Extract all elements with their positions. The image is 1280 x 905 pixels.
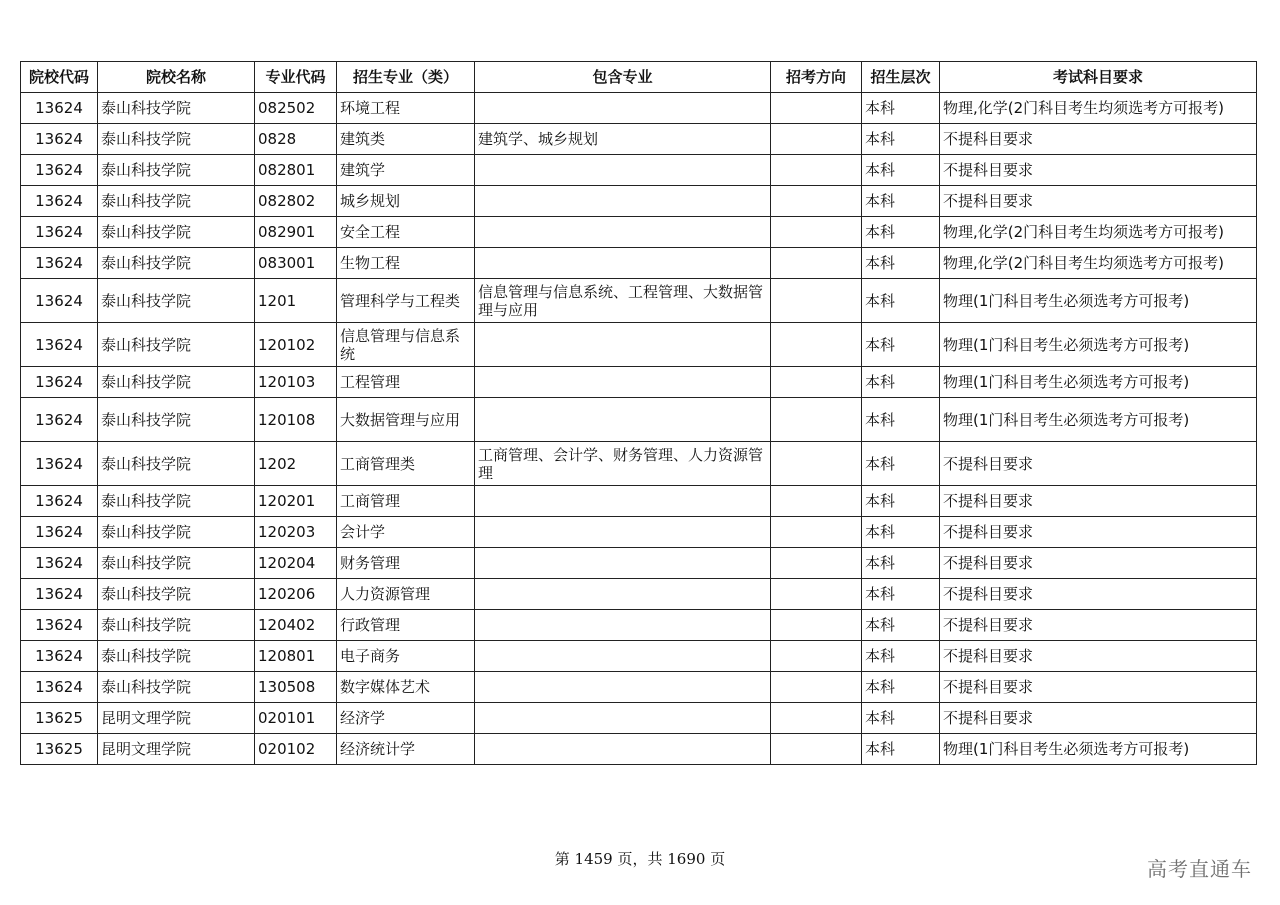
cell-subject-requirement: 不提科目要求 xyxy=(940,442,1257,486)
cell-school-name: 泰山科技学院 xyxy=(98,486,255,517)
cell-major-code: 082802 xyxy=(255,186,337,217)
cell-direction xyxy=(771,579,862,610)
cell-major: 财务管理 xyxy=(337,548,475,579)
table-row xyxy=(21,734,1257,765)
cell-included-majors xyxy=(475,248,771,279)
cell-school-code: 13624 xyxy=(21,548,98,579)
cell-school-code: 13624 xyxy=(21,672,98,703)
cell-school-code: 13624 xyxy=(21,579,98,610)
header-major: 招生专业（类） xyxy=(337,62,475,93)
cell-included-majors xyxy=(475,641,771,672)
cell-major: 建筑学 xyxy=(337,155,475,186)
table-row xyxy=(21,367,1257,398)
cell-level: 本科 xyxy=(862,248,940,279)
cell-major: 会计学 xyxy=(337,517,475,548)
cell-level: 本科 xyxy=(862,93,940,124)
cell-school-code: 13624 xyxy=(21,279,98,323)
cell-subject-requirement: 物理,化学(2门科目考生均须选考方可报考) xyxy=(940,248,1257,279)
cell-level: 本科 xyxy=(862,367,940,398)
cell-level: 本科 xyxy=(862,124,940,155)
cell-major-code: 020102 xyxy=(255,734,337,765)
cell-included-majors xyxy=(475,93,771,124)
cell-school-code: 13624 xyxy=(21,517,98,548)
table-row xyxy=(21,579,1257,610)
cell-school-code: 13624 xyxy=(21,398,98,442)
cell-level: 本科 xyxy=(862,548,940,579)
cell-school-code: 13624 xyxy=(21,641,98,672)
cell-subject-requirement: 不提科目要求 xyxy=(940,517,1257,548)
cell-subject-requirement: 不提科目要求 xyxy=(940,124,1257,155)
cell-included-majors xyxy=(475,734,771,765)
cell-major-code: 1201 xyxy=(255,279,337,323)
cell-included-majors xyxy=(475,323,771,367)
table-row xyxy=(21,323,1257,367)
cell-major-code: 120203 xyxy=(255,517,337,548)
cell-subject-requirement: 物理,化学(2门科目考生均须选考方可报考) xyxy=(940,93,1257,124)
cell-school-name: 泰山科技学院 xyxy=(98,517,255,548)
cell-direction xyxy=(771,517,862,548)
cell-subject-requirement: 物理,化学(2门科目考生均须选考方可报考) xyxy=(940,217,1257,248)
table-row xyxy=(21,398,1257,442)
cell-school-name: 泰山科技学院 xyxy=(98,641,255,672)
cell-direction xyxy=(771,279,862,323)
header-included-majors: 包含专业 xyxy=(475,62,771,93)
cell-school-name: 泰山科技学院 xyxy=(98,217,255,248)
header-school-code: 院校代码 xyxy=(21,62,98,93)
cell-included-majors xyxy=(475,486,771,517)
cell-school-code: 13624 xyxy=(21,610,98,641)
cell-major: 城乡规划 xyxy=(337,186,475,217)
cell-major-code: 1202 xyxy=(255,442,337,486)
table-row xyxy=(21,93,1257,124)
cell-school-code: 13624 xyxy=(21,124,98,155)
cell-major: 经济统计学 xyxy=(337,734,475,765)
cell-direction xyxy=(771,248,862,279)
cell-level: 本科 xyxy=(862,734,940,765)
cell-level: 本科 xyxy=(862,579,940,610)
cell-school-name: 昆明文理学院 xyxy=(98,703,255,734)
cell-subject-requirement: 不提科目要求 xyxy=(940,186,1257,217)
cell-included-majors xyxy=(475,217,771,248)
cell-school-name: 泰山科技学院 xyxy=(98,248,255,279)
cell-major: 工商管理 xyxy=(337,486,475,517)
cell-direction xyxy=(771,367,862,398)
cell-direction xyxy=(771,641,862,672)
cell-major-code: 082502 xyxy=(255,93,337,124)
cell-major-code: 082901 xyxy=(255,217,337,248)
cell-major: 安全工程 xyxy=(337,217,475,248)
cell-level: 本科 xyxy=(862,517,940,548)
cell-direction xyxy=(771,486,862,517)
cell-direction xyxy=(771,93,862,124)
cell-subject-requirement: 物理(1门科目考生必须选考方可报考) xyxy=(940,398,1257,442)
cell-major: 人力资源管理 xyxy=(337,579,475,610)
cell-school-code: 13624 xyxy=(21,367,98,398)
cell-major-code: 0828 xyxy=(255,124,337,155)
cell-major-code: 120103 xyxy=(255,367,337,398)
cell-major-code: 120204 xyxy=(255,548,337,579)
header-major-code: 专业代码 xyxy=(255,62,337,93)
cell-school-code: 13624 xyxy=(21,442,98,486)
table-row xyxy=(21,124,1257,155)
cell-level: 本科 xyxy=(862,641,940,672)
cell-school-code: 13625 xyxy=(21,734,98,765)
header-subject-requirement: 考试科目要求 xyxy=(940,62,1257,93)
cell-school-code: 13624 xyxy=(21,486,98,517)
cell-direction xyxy=(771,398,862,442)
cell-level: 本科 xyxy=(862,217,940,248)
cell-included-majors: 工商管理、会计学、财务管理、人力资源管理 xyxy=(475,442,771,486)
cell-subject-requirement: 不提科目要求 xyxy=(940,672,1257,703)
cell-level: 本科 xyxy=(862,155,940,186)
cell-included-majors xyxy=(475,517,771,548)
header-direction: 招考方向 xyxy=(771,62,862,93)
cell-direction xyxy=(771,734,862,765)
cell-included-majors xyxy=(475,672,771,703)
cell-subject-requirement: 不提科目要求 xyxy=(940,641,1257,672)
cell-direction xyxy=(771,186,862,217)
table-row xyxy=(21,672,1257,703)
cell-major: 管理科学与工程类 xyxy=(337,279,475,323)
cell-direction xyxy=(771,217,862,248)
cell-major: 建筑类 xyxy=(337,124,475,155)
cell-school-code: 13624 xyxy=(21,323,98,367)
cell-major-code: 120206 xyxy=(255,579,337,610)
cell-school-name: 泰山科技学院 xyxy=(98,672,255,703)
cell-major-code: 082801 xyxy=(255,155,337,186)
table-row xyxy=(21,442,1257,486)
cell-school-name: 昆明文理学院 xyxy=(98,734,255,765)
cell-major: 电子商务 xyxy=(337,641,475,672)
cell-major: 工程管理 xyxy=(337,367,475,398)
cell-major: 生物工程 xyxy=(337,248,475,279)
page-number: 第 1459 页，共 1690 页 xyxy=(554,850,726,868)
cell-direction xyxy=(771,442,862,486)
cell-school-name: 泰山科技学院 xyxy=(98,367,255,398)
cell-level: 本科 xyxy=(862,323,940,367)
cell-included-majors xyxy=(475,186,771,217)
cell-level: 本科 xyxy=(862,610,940,641)
cell-school-code: 13624 xyxy=(21,217,98,248)
table-row xyxy=(21,217,1257,248)
admission-table xyxy=(20,61,1257,765)
cell-included-majors xyxy=(475,398,771,442)
header-level: 招生层次 xyxy=(862,62,940,93)
cell-school-code: 13624 xyxy=(21,93,98,124)
cell-subject-requirement: 物理(1门科目考生必须选考方可报考) xyxy=(940,279,1257,323)
cell-direction xyxy=(771,323,862,367)
cell-school-code: 13624 xyxy=(21,155,98,186)
table-row xyxy=(21,486,1257,517)
cell-subject-requirement: 不提科目要求 xyxy=(940,548,1257,579)
cell-school-name: 泰山科技学院 xyxy=(98,124,255,155)
table-row xyxy=(21,703,1257,734)
cell-direction xyxy=(771,155,862,186)
table-row xyxy=(21,610,1257,641)
table-header-row xyxy=(21,62,1257,93)
cell-included-majors xyxy=(475,548,771,579)
table-row xyxy=(21,279,1257,323)
cell-major-code: 120402 xyxy=(255,610,337,641)
cell-major: 行政管理 xyxy=(337,610,475,641)
cell-major: 大数据管理与应用 xyxy=(337,398,475,442)
cell-major-code: 130508 xyxy=(255,672,337,703)
cell-level: 本科 xyxy=(862,279,940,323)
cell-major: 环境工程 xyxy=(337,93,475,124)
cell-school-name: 泰山科技学院 xyxy=(98,610,255,641)
cell-subject-requirement: 物理(1门科目考生必须选考方可报考) xyxy=(940,734,1257,765)
cell-included-majors xyxy=(475,703,771,734)
cell-level: 本科 xyxy=(862,186,940,217)
cell-included-majors xyxy=(475,579,771,610)
cell-major-code: 120108 xyxy=(255,398,337,442)
cell-subject-requirement: 不提科目要求 xyxy=(940,703,1257,734)
cell-major-code: 083001 xyxy=(255,248,337,279)
cell-major-code: 120801 xyxy=(255,641,337,672)
table-row xyxy=(21,248,1257,279)
cell-level: 本科 xyxy=(862,442,940,486)
cell-level: 本科 xyxy=(862,486,940,517)
cell-major-code: 120102 xyxy=(255,323,337,367)
cell-school-name: 泰山科技学院 xyxy=(98,579,255,610)
cell-level: 本科 xyxy=(862,672,940,703)
cell-school-name: 泰山科技学院 xyxy=(98,186,255,217)
cell-direction xyxy=(771,124,862,155)
table-row xyxy=(21,517,1257,548)
cell-included-majors xyxy=(475,610,771,641)
watermark-text: 高考直通车 xyxy=(1147,857,1252,881)
cell-school-name: 泰山科技学院 xyxy=(98,279,255,323)
cell-direction xyxy=(771,672,862,703)
cell-subject-requirement: 物理(1门科目考生必须选考方可报考) xyxy=(940,367,1257,398)
table-row xyxy=(21,641,1257,672)
cell-direction xyxy=(771,610,862,641)
cell-subject-requirement: 不提科目要求 xyxy=(940,610,1257,641)
cell-included-majors xyxy=(475,155,771,186)
cell-major-code: 120201 xyxy=(255,486,337,517)
cell-school-name: 泰山科技学院 xyxy=(98,155,255,186)
table-row xyxy=(21,155,1257,186)
cell-direction xyxy=(771,548,862,579)
cell-school-name: 泰山科技学院 xyxy=(98,442,255,486)
cell-school-name: 泰山科技学院 xyxy=(98,323,255,367)
cell-major-code: 020101 xyxy=(255,703,337,734)
cell-subject-requirement: 不提科目要求 xyxy=(940,579,1257,610)
cell-direction xyxy=(771,703,862,734)
cell-subject-requirement: 物理(1门科目考生必须选考方可报考) xyxy=(940,323,1257,367)
cell-school-name: 泰山科技学院 xyxy=(98,398,255,442)
cell-major: 工商管理类 xyxy=(337,442,475,486)
cell-school-code: 13624 xyxy=(21,248,98,279)
cell-school-code: 13625 xyxy=(21,703,98,734)
table-row xyxy=(21,186,1257,217)
cell-included-majors xyxy=(475,367,771,398)
cell-school-code: 13624 xyxy=(21,186,98,217)
cell-school-name: 泰山科技学院 xyxy=(98,93,255,124)
cell-major: 数字媒体艺术 xyxy=(337,672,475,703)
cell-subject-requirement: 不提科目要求 xyxy=(940,486,1257,517)
cell-school-name: 泰山科技学院 xyxy=(98,548,255,579)
cell-subject-requirement: 不提科目要求 xyxy=(940,155,1257,186)
table-row xyxy=(21,548,1257,579)
cell-major: 信息管理与信息系统 xyxy=(337,323,475,367)
cell-level: 本科 xyxy=(862,703,940,734)
cell-included-majors: 建筑学、城乡规划 xyxy=(475,124,771,155)
cell-level: 本科 xyxy=(862,398,940,442)
header-school-name: 院校名称 xyxy=(98,62,255,93)
cell-major: 经济学 xyxy=(337,703,475,734)
cell-included-majors: 信息管理与信息系统、工程管理、大数据管理与应用 xyxy=(475,279,771,323)
